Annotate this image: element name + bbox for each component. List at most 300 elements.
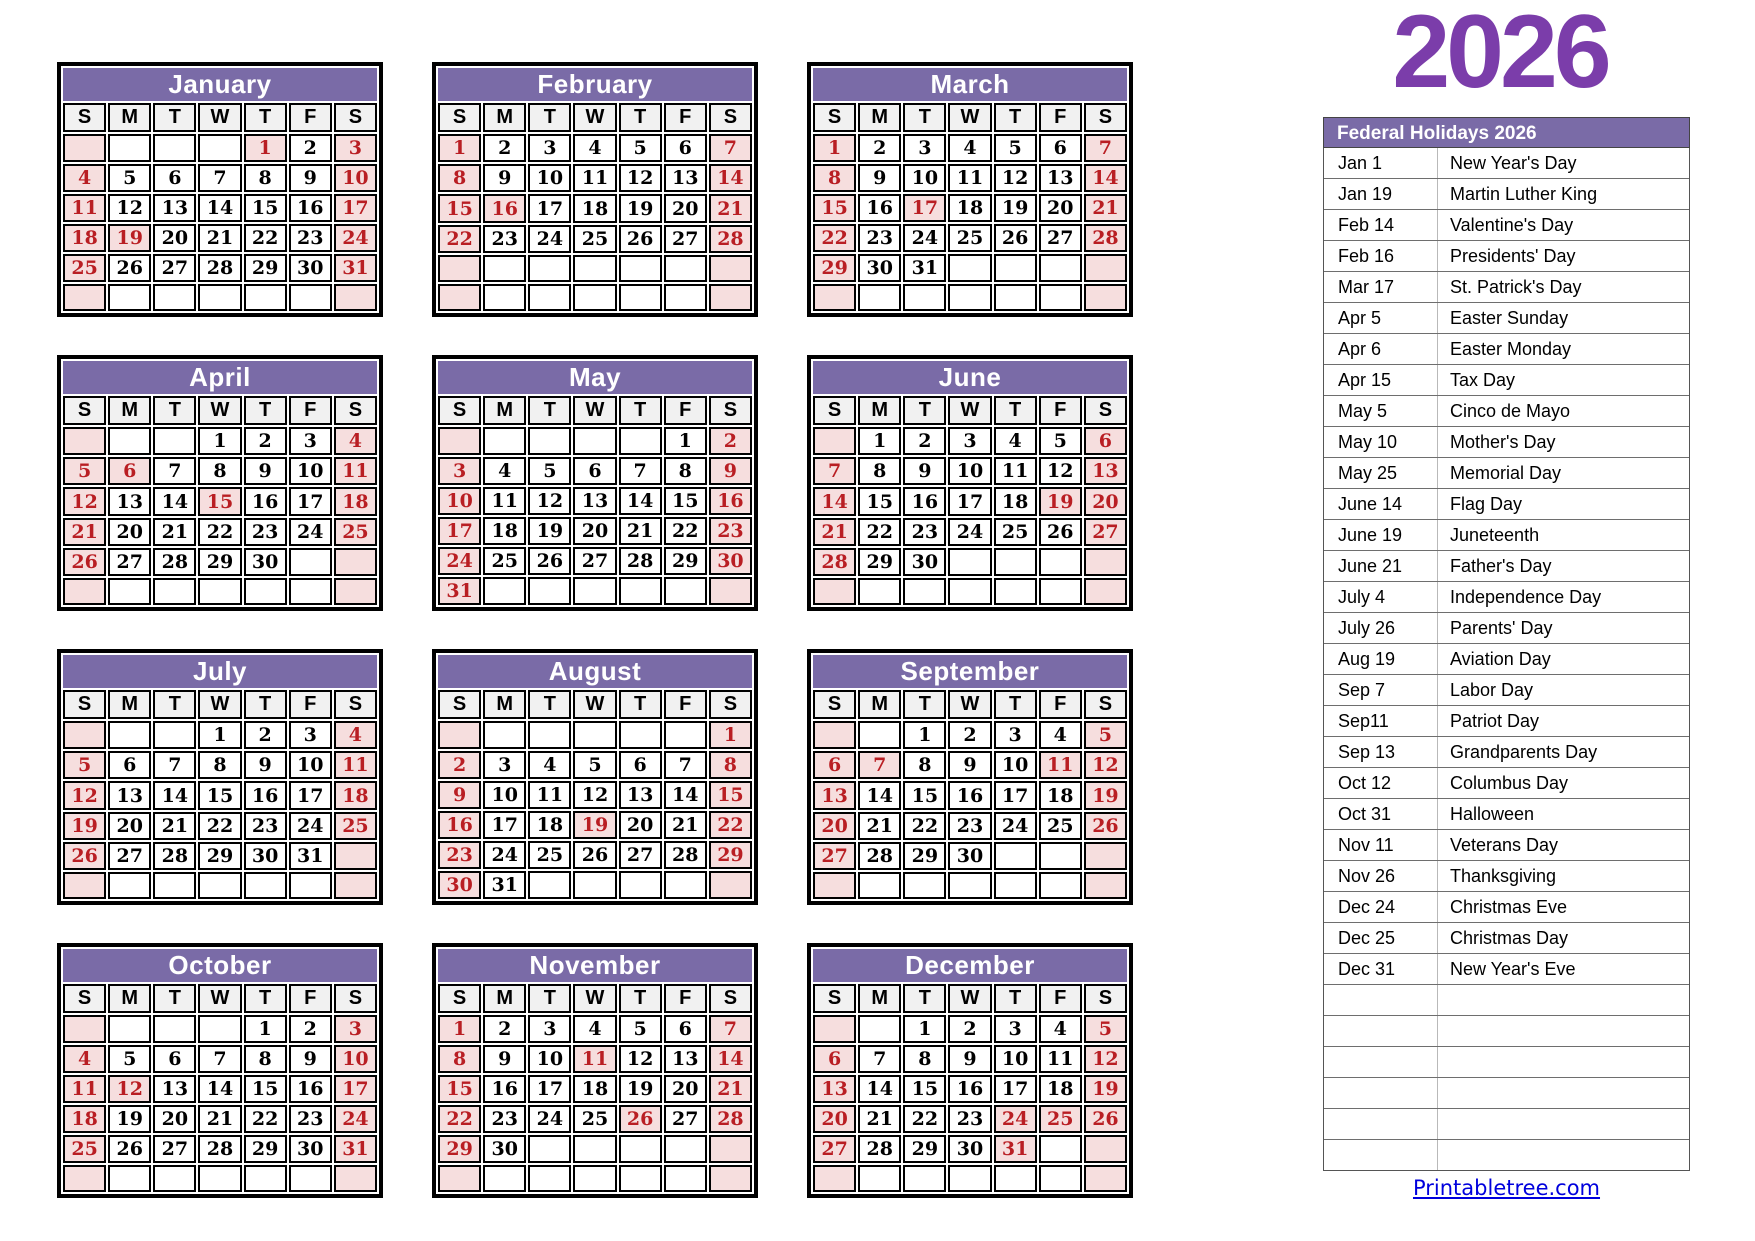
- day-cell: 3: [289, 721, 332, 749]
- day-cell: [1084, 548, 1127, 576]
- day-of-week-header: T: [153, 984, 196, 1013]
- day-cell: 8: [198, 457, 241, 485]
- day-of-week-header: T: [528, 396, 571, 425]
- day-cell: 25: [334, 812, 377, 840]
- day-of-week-header: T: [619, 984, 662, 1013]
- holiday-row: [1324, 768, 1689, 799]
- day-cell: 23: [903, 518, 946, 546]
- day-cell: 5: [63, 751, 106, 779]
- day-cell: 22: [198, 518, 241, 546]
- day-cell: [528, 1165, 571, 1192]
- day-cell: 16: [244, 487, 287, 515]
- day-cell: 20: [153, 1105, 196, 1133]
- day-cell: [813, 1015, 856, 1043]
- day-of-week-header: S: [709, 396, 752, 425]
- holiday-row: [1324, 458, 1689, 489]
- day-cell: 8: [198, 751, 241, 779]
- day-cell: 15: [438, 194, 481, 222]
- holiday-date: May 5: [1324, 396, 1438, 426]
- holiday-name: [1438, 985, 1689, 1015]
- day-cell: 15: [244, 1075, 287, 1103]
- day-cell: [994, 872, 1037, 899]
- day-cell: 2: [289, 1015, 332, 1043]
- holiday-name: Flag Day: [1450, 494, 1523, 514]
- day-of-week-header: S: [709, 103, 752, 132]
- day-cell: 16: [858, 194, 901, 222]
- day-of-week-header: S: [63, 690, 106, 719]
- day-cell: 9: [858, 164, 901, 192]
- day-cell: 30: [483, 1135, 526, 1163]
- day-cell: 9: [289, 164, 332, 192]
- day-cell: 11: [1039, 751, 1082, 779]
- day-of-week-header: T: [528, 690, 571, 719]
- day-cell: 6: [664, 1015, 707, 1043]
- day-of-week-header: T: [528, 984, 571, 1013]
- day-of-week-header: S: [709, 690, 752, 719]
- day-cell: 30: [858, 254, 901, 282]
- holiday-row: [1324, 396, 1689, 427]
- holiday-date: Aug 19: [1324, 644, 1438, 674]
- day-cell: 28: [813, 548, 856, 576]
- day-cell: 27: [153, 254, 196, 282]
- month-title: October: [63, 949, 377, 982]
- holiday-name: Tax Day: [1450, 370, 1516, 390]
- day-of-week-header: S: [334, 984, 377, 1013]
- day-cell: [664, 721, 707, 749]
- day-cell: 14: [664, 781, 707, 809]
- day-cell: 25: [63, 254, 106, 282]
- day-cell: [1084, 842, 1127, 870]
- day-cell: 20: [1039, 194, 1082, 222]
- day-cell: 12: [1039, 457, 1082, 485]
- day-cell: 6: [1039, 134, 1082, 162]
- day-cell: [619, 1135, 662, 1163]
- day-cell: 16: [948, 781, 991, 809]
- day-cell: 9: [903, 457, 946, 485]
- holiday-date: Oct 12: [1324, 768, 1438, 798]
- month-calendar-may: [432, 355, 758, 611]
- day-cell: 1: [244, 1015, 287, 1043]
- day-cell: 9: [948, 751, 991, 779]
- day-cell: 26: [108, 1135, 151, 1163]
- day-cell: 20: [813, 812, 856, 840]
- day-cell: 20: [813, 1105, 856, 1133]
- day-cell: 6: [108, 457, 151, 485]
- day-cell: 25: [573, 225, 616, 253]
- holiday-row: [1324, 985, 1689, 1016]
- day-of-week-header: S: [1084, 396, 1127, 425]
- day-cell: [63, 872, 106, 899]
- day-cell: [903, 284, 946, 311]
- day-cell: 20: [573, 517, 616, 545]
- day-cell: 4: [483, 457, 526, 485]
- day-cell: [813, 427, 856, 455]
- day-cell: 4: [948, 134, 991, 162]
- day-cell: 24: [528, 225, 571, 253]
- holiday-row: [1324, 427, 1689, 458]
- day-cell: 11: [994, 457, 1037, 485]
- day-cell: 22: [903, 812, 946, 840]
- day-of-week-header: W: [948, 103, 991, 132]
- holiday-date: Apr 15: [1324, 365, 1438, 395]
- holiday-row: [1324, 303, 1689, 334]
- day-cell: 16: [438, 811, 481, 839]
- day-cell: 13: [813, 781, 856, 809]
- day-cell: [108, 427, 151, 455]
- day-cell: [108, 872, 151, 899]
- day-cell: [153, 578, 196, 605]
- day-of-week-header: W: [573, 984, 616, 1013]
- day-cell: 5: [1084, 721, 1127, 749]
- day-cell: [334, 872, 377, 899]
- day-cell: [483, 1165, 526, 1192]
- day-cell: [573, 255, 616, 282]
- day-cell: [994, 548, 1037, 576]
- day-cell: 24: [289, 518, 332, 546]
- day-of-week-header: S: [438, 984, 481, 1013]
- day-cell: 27: [153, 1135, 196, 1163]
- month-calendar-december: [807, 943, 1133, 1198]
- day-cell: [948, 254, 991, 282]
- holiday-name: Parents' Day: [1450, 618, 1553, 638]
- day-cell: 2: [438, 751, 481, 779]
- day-cell: 21: [153, 518, 196, 546]
- day-cell: [528, 284, 571, 311]
- day-cell: 30: [244, 548, 287, 576]
- day-cell: [573, 284, 616, 311]
- day-cell: 17: [483, 811, 526, 839]
- day-cell: 4: [334, 427, 377, 455]
- day-cell: [948, 1165, 991, 1192]
- day-cell: [709, 255, 752, 282]
- day-cell: [858, 1165, 901, 1192]
- holiday-date: Sep 13: [1324, 737, 1438, 767]
- day-cell: [619, 255, 662, 282]
- day-cell: 16: [903, 487, 946, 515]
- day-cell: 20: [108, 812, 151, 840]
- holiday-row: [1324, 613, 1689, 644]
- day-cell: 12: [994, 164, 1037, 192]
- day-cell: 18: [948, 194, 991, 222]
- day-cell: 18: [573, 1075, 616, 1103]
- day-cell: 8: [709, 751, 752, 779]
- day-cell: 19: [108, 224, 151, 252]
- holiday-date: [1324, 1078, 1438, 1108]
- day-cell: 5: [528, 457, 571, 485]
- holiday-name: Juneteenth: [1450, 525, 1540, 545]
- holiday-row: [1324, 644, 1689, 675]
- day-cell: [994, 254, 1037, 282]
- day-of-week-header: T: [153, 690, 196, 719]
- day-cell: [63, 134, 106, 162]
- day-cell: [244, 284, 287, 311]
- day-of-week-header: W: [573, 396, 616, 425]
- month-title: November: [438, 949, 752, 982]
- day-cell: [664, 284, 707, 311]
- day-cell: 19: [619, 194, 662, 222]
- day-cell: 8: [244, 1045, 287, 1073]
- day-cell: [334, 1165, 377, 1192]
- day-cell: [948, 578, 991, 605]
- months-grid: [57, 62, 1133, 1198]
- day-cell: 5: [108, 164, 151, 192]
- holiday-row: [1324, 923, 1689, 954]
- holiday-date: [1324, 1109, 1438, 1139]
- holiday-row: [1324, 551, 1689, 582]
- day-cell: 1: [858, 427, 901, 455]
- day-cell: 13: [1084, 457, 1127, 485]
- month-calendar-april: [57, 355, 383, 611]
- printabletree-link[interactable]: Printabletree.com: [1412, 1176, 1601, 1200]
- day-cell: 10: [438, 487, 481, 515]
- day-of-week-header: M: [108, 396, 151, 425]
- day-of-week-header: W: [948, 396, 991, 425]
- day-cell: [1084, 578, 1127, 605]
- day-of-week-header: M: [858, 690, 901, 719]
- day-cell: 28: [153, 842, 196, 870]
- day-cell: 15: [709, 781, 752, 809]
- day-cell: 7: [153, 457, 196, 485]
- day-cell: 29: [244, 254, 287, 282]
- day-cell: 18: [1039, 781, 1082, 809]
- day-cell: 21: [709, 1075, 752, 1103]
- day-cell: 15: [198, 487, 241, 515]
- day-cell: 30: [948, 842, 991, 870]
- day-of-week-header: M: [483, 984, 526, 1013]
- day-cell: 22: [244, 224, 287, 252]
- day-cell: [63, 721, 106, 749]
- day-cell: 4: [63, 164, 106, 192]
- day-cell: [334, 548, 377, 576]
- holiday-name: Christmas Eve: [1450, 897, 1568, 917]
- day-cell: 17: [994, 1075, 1037, 1103]
- day-of-week-header: M: [858, 396, 901, 425]
- day-cell: [1039, 284, 1082, 311]
- day-cell: 3: [334, 134, 377, 162]
- day-of-week-header: W: [573, 103, 616, 132]
- day-of-week-header: T: [903, 396, 946, 425]
- day-cell: 11: [483, 487, 526, 515]
- day-cell: [573, 721, 616, 749]
- day-cell: [1039, 1135, 1082, 1163]
- holidays-panel-title: Federal Holidays 2026: [1323, 117, 1690, 148]
- day-cell: 18: [528, 811, 571, 839]
- day-cell: 21: [198, 224, 241, 252]
- day-cell: 19: [1039, 487, 1082, 515]
- day-of-week-header: S: [1084, 690, 1127, 719]
- day-of-week-header: T: [994, 396, 1037, 425]
- day-cell: 6: [108, 751, 151, 779]
- day-cell: 23: [948, 812, 991, 840]
- day-cell: 24: [334, 1105, 377, 1133]
- day-cell: 20: [1084, 487, 1127, 515]
- day-cell: [289, 548, 332, 576]
- holiday-name: Easter Monday: [1450, 339, 1572, 359]
- day-cell: [1084, 284, 1127, 311]
- day-cell: 5: [1039, 427, 1082, 455]
- day-cell: 20: [153, 224, 196, 252]
- day-cell: 1: [438, 1015, 481, 1043]
- day-cell: 11: [528, 781, 571, 809]
- day-cell: 25: [483, 547, 526, 575]
- holiday-row: [1324, 1047, 1689, 1078]
- day-cell: 17: [438, 517, 481, 545]
- day-cell: 31: [334, 1135, 377, 1163]
- day-cell: 2: [948, 1015, 991, 1043]
- day-cell: [1084, 1165, 1127, 1192]
- day-cell: 17: [994, 781, 1037, 809]
- day-cell: [438, 284, 481, 311]
- holiday-row: [1324, 582, 1689, 613]
- day-cell: 21: [63, 518, 106, 546]
- day-cell: 24: [994, 1105, 1037, 1133]
- holiday-date: June 21: [1324, 551, 1438, 581]
- day-cell: 31: [483, 871, 526, 899]
- holiday-date: Feb 16: [1324, 241, 1438, 271]
- day-cell: [198, 872, 241, 899]
- day-cell: 21: [1084, 194, 1127, 222]
- day-cell: [63, 1015, 106, 1043]
- day-cell: 27: [573, 547, 616, 575]
- day-cell: 23: [289, 224, 332, 252]
- day-cell: [63, 427, 106, 455]
- day-cell: [709, 871, 752, 899]
- day-cell: [994, 578, 1037, 605]
- day-cell: 31: [289, 842, 332, 870]
- day-cell: [289, 284, 332, 311]
- day-cell: 19: [619, 1075, 662, 1103]
- day-of-week-header: F: [289, 103, 332, 132]
- day-cell: [198, 1165, 241, 1192]
- day-of-week-header: F: [664, 690, 707, 719]
- day-cell: 19: [994, 194, 1037, 222]
- holiday-date: [1324, 1016, 1438, 1046]
- day-of-week-header: F: [289, 396, 332, 425]
- day-cell: 15: [438, 1075, 481, 1103]
- day-cell: [1039, 254, 1082, 282]
- day-cell: [1039, 578, 1082, 605]
- holiday-name: Father's Day: [1450, 556, 1552, 576]
- day-cell: 29: [198, 548, 241, 576]
- holiday-name: Cinco de Mayo: [1450, 401, 1571, 421]
- day-cell: 23: [948, 1105, 991, 1133]
- holiday-date: Jan 19: [1324, 179, 1438, 209]
- day-cell: 11: [334, 457, 377, 485]
- holiday-row: [1324, 830, 1689, 861]
- month-title: February: [438, 68, 752, 101]
- day-cell: [153, 427, 196, 455]
- day-of-week-header: T: [244, 103, 287, 132]
- day-cell: 26: [573, 841, 616, 869]
- day-cell: 22: [438, 225, 481, 253]
- month-title: January: [63, 68, 377, 101]
- day-cell: 29: [858, 548, 901, 576]
- day-cell: [1084, 872, 1127, 899]
- day-cell: 8: [438, 164, 481, 192]
- holiday-row: [1324, 1140, 1689, 1170]
- day-cell: 27: [664, 1105, 707, 1133]
- day-cell: 24: [948, 518, 991, 546]
- day-cell: [813, 578, 856, 605]
- day-cell: [63, 1165, 106, 1192]
- day-cell: 21: [858, 812, 901, 840]
- month-calendar-february: [432, 62, 758, 317]
- day-of-week-header: S: [1084, 103, 1127, 132]
- day-cell: 22: [858, 518, 901, 546]
- holiday-name: [1438, 1078, 1689, 1108]
- day-cell: [198, 284, 241, 311]
- day-cell: 14: [813, 487, 856, 515]
- day-cell: 14: [709, 1045, 752, 1073]
- holiday-name: Valentine's Day: [1450, 215, 1574, 235]
- day-cell: 15: [664, 487, 707, 515]
- day-cell: 22: [903, 1105, 946, 1133]
- day-cell: 27: [108, 548, 151, 576]
- day-cell: 4: [334, 721, 377, 749]
- holiday-row: [1324, 489, 1689, 520]
- holiday-name: Christmas Day: [1450, 928, 1569, 948]
- day-of-week-header: T: [903, 690, 946, 719]
- day-of-week-header: M: [858, 984, 901, 1013]
- day-cell: [1084, 1135, 1127, 1163]
- day-cell: [528, 721, 571, 749]
- day-cell: 18: [994, 487, 1037, 515]
- day-cell: 20: [664, 1075, 707, 1103]
- day-of-week-header: T: [994, 984, 1037, 1013]
- holiday-date: May 10: [1324, 427, 1438, 457]
- day-of-week-header: M: [483, 396, 526, 425]
- day-cell: 8: [813, 164, 856, 192]
- month-title: July: [63, 655, 377, 688]
- day-cell: 21: [709, 194, 752, 222]
- holiday-row: [1324, 737, 1689, 768]
- day-cell: [1039, 872, 1082, 899]
- day-cell: 12: [573, 781, 616, 809]
- month-calendar-august: [432, 649, 758, 905]
- holiday-name: Veterans Day: [1450, 835, 1559, 855]
- day-of-week-header: T: [619, 690, 662, 719]
- day-of-week-header: W: [948, 984, 991, 1013]
- day-cell: 6: [153, 164, 196, 192]
- day-cell: 3: [903, 134, 946, 162]
- day-cell: [153, 872, 196, 899]
- day-cell: [528, 577, 571, 605]
- day-cell: 12: [108, 194, 151, 222]
- day-of-week-header: T: [619, 103, 662, 132]
- day-cell: 16: [709, 487, 752, 515]
- day-cell: [858, 284, 901, 311]
- day-cell: 25: [528, 841, 571, 869]
- day-of-week-header: S: [813, 396, 856, 425]
- day-cell: 2: [244, 427, 287, 455]
- day-cell: [813, 1165, 856, 1192]
- day-cell: 14: [153, 781, 196, 809]
- day-of-week-header: T: [244, 690, 287, 719]
- day-of-week-header: F: [1039, 103, 1082, 132]
- day-cell: 15: [903, 1075, 946, 1103]
- day-cell: 26: [619, 1105, 662, 1133]
- holiday-name: Independence Day: [1450, 587, 1602, 607]
- day-cell: 24: [483, 841, 526, 869]
- day-cell: 2: [709, 427, 752, 455]
- day-cell: 6: [813, 751, 856, 779]
- day-cell: 1: [198, 721, 241, 749]
- day-of-week-header: T: [153, 396, 196, 425]
- day-of-week-header: S: [813, 690, 856, 719]
- day-cell: [1039, 1165, 1082, 1192]
- month-calendar-january: [57, 62, 383, 317]
- day-cell: [573, 871, 616, 899]
